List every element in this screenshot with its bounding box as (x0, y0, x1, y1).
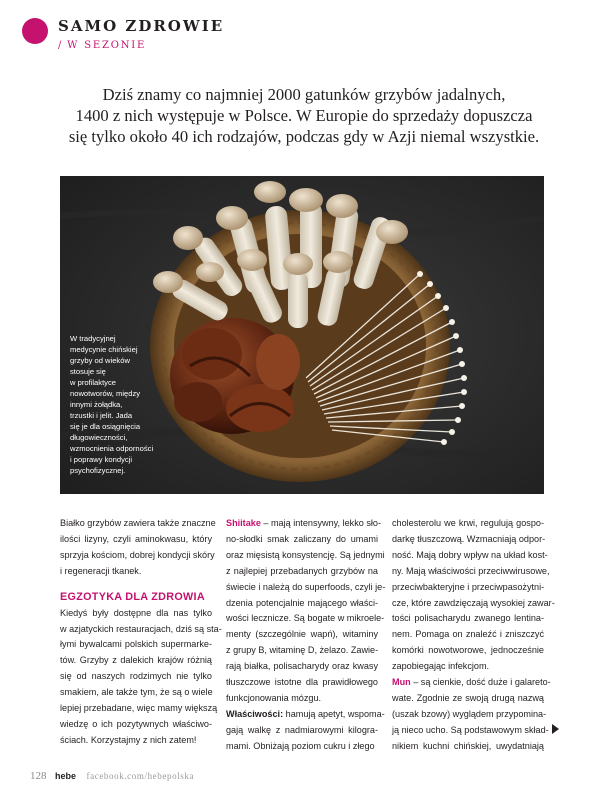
body-text: – są cienkie, dość duże i galareto- (410, 677, 551, 688)
body-line: ilości lizyny, czyli aminokwasu, który (60, 533, 212, 544)
caption-line: W tradycyjnej (70, 334, 116, 343)
body-line: ją nieco ucho. Są podstawowym skład- (392, 724, 549, 735)
article-column-2 (226, 516, 386, 755)
subtitle-slash: / (58, 40, 64, 51)
body-text: – mają intensywny, lekko sło- (260, 518, 381, 528)
caption-line: grzyby od wieków (70, 356, 130, 365)
section-title: SAMO ZDROWIE (58, 17, 225, 35)
body-line: zapobiegając infekcjom. (392, 661, 490, 672)
page-footer (30, 770, 194, 784)
body-line: i regeneracji tkanek. (60, 565, 142, 576)
section-marker-dot (22, 18, 48, 44)
facebook-url: facebook.com/hebepolska (86, 771, 195, 781)
caption-line: stosuje się (70, 367, 106, 376)
body-line: świecie i należą do superfoods, czyli je- (226, 581, 386, 592)
body-line: nikiem kuchni chińskiej, uwydatniają (392, 740, 544, 751)
body-line: tów. Grzyby z dalekich krajów różnią (60, 655, 212, 666)
body-line: łymi bywalcami polskich supermarke- (60, 639, 212, 650)
caption-line: się je dla osiągnięcia (70, 422, 141, 431)
body-line: wości lecznicze. Są bogate w mikroele- (226, 613, 385, 624)
body-line: przeciwbakteryjne i przeciwpasożytni- (392, 581, 545, 592)
body-line: menty (szczególnie wapń), witaminy (226, 629, 378, 640)
caption-line: długowieczności, (70, 433, 128, 442)
section-subtitle: W SEZONIE (67, 40, 147, 51)
body-line: gają walkę z nadmiarowymi kilogra- (226, 724, 378, 735)
caption-line: innymi żołądka, (70, 400, 123, 409)
body-line: no-słodki smak zaliczany do umami (226, 533, 378, 544)
body-line: tłuszczowe istotne dla prawidłowego (226, 677, 378, 688)
body-line: ściach. Korzystajmy z nich zatem! (60, 734, 197, 745)
body-line: mami. Obniżają poziom cukru i złego (226, 740, 375, 751)
caption-line: wzmocnienia odporności (70, 444, 154, 453)
body-line: nem. Pomaga on znaleźć i zniszczyć (392, 629, 544, 640)
body-line: (uszak bzowy) wyglądem przypomina- (392, 708, 547, 719)
body-line: tości polisacharydu zwanego lentina- (392, 613, 544, 624)
term-shiitake: Shiitake (226, 518, 261, 528)
term-wlasciwosci: Właściwości: (226, 708, 284, 719)
lead-line: 1400 z nich występuje w Polsce. W Europie do sprzedaży dopuszcza (75, 106, 533, 125)
body-line (392, 675, 551, 691)
body-line: wate. Zgodnie ze swoją drugą nazwą (392, 692, 544, 703)
brand-logo: hebe (55, 771, 77, 781)
subsection-heading: EGZOTYKA DLA ZDROWIA (60, 590, 205, 603)
body-line: wiedzę o ich pozytywnych właściwo- (60, 718, 212, 729)
caption-line: w profilaktyce (70, 378, 117, 387)
body-line: oraz mięsistą konsystencję. Są jednymi (226, 549, 385, 560)
term-mun: Mun (392, 677, 411, 688)
body-line: cze, które zawdzięczają wysokiej zawar- (392, 597, 555, 608)
caption-line: nowotworów, między (70, 389, 141, 398)
section-subtitle-line (58, 40, 146, 51)
body-line (226, 707, 385, 723)
body-line: rają białka, polisacharydy oraz kwasy (226, 661, 378, 672)
article-column-1 (60, 516, 222, 749)
body-text: hamują apetyt, wspoma- (283, 708, 385, 719)
page-number: 128 (30, 770, 47, 782)
body-line: Białko grzybów zawiera także znaczne (60, 518, 216, 528)
photo-caption (70, 333, 166, 476)
body-line: cholesterolu we krwi, regulują gospo- (392, 518, 544, 528)
body-line: z grupy B, witaminę D, żelazo. Zawie- (226, 645, 379, 656)
caption-line: psychofizycznej. (70, 466, 126, 475)
body-line: dzenia potencjalnie mającego właści- (226, 597, 378, 608)
body-line: się od naszych rodzimych nie tylko (60, 671, 212, 682)
lead-line: Dziś znamy co najmniej 2000 gatunków grzybów jadalnych, (102, 85, 506, 104)
body-line: lepiej przebadane, więc mamy większą (60, 703, 218, 714)
body-line: komórki nowotworowe, jednocześnie (392, 645, 544, 656)
body-line: sprzyja kościom, dobrej kondycji skóry (60, 549, 215, 560)
article-column-3 (392, 516, 555, 755)
body-line: w azjatyckich restauracjach, dziś są sta- (60, 623, 222, 634)
body-line: ność. Mają dobry wpływ na układ kost- (392, 549, 548, 560)
body-line: z najlepiej przebadanych grzybów na (226, 565, 378, 576)
lead-paragraph (30, 84, 578, 147)
caption-line: trzustki i jelit. Jada (70, 411, 133, 420)
body-line: smakiem, ale także tym, że są o wiele (60, 687, 213, 698)
body-line: darkę tłuszczową. Wzmacniają odpor- (392, 533, 546, 544)
body-line: Kiedyś były dostępne dla nas tylko (60, 607, 212, 618)
body-line (226, 516, 381, 532)
caption-line: i poprawy kondycji (70, 455, 133, 464)
body-line: funkcjonowania mózgu. (226, 692, 322, 703)
caption-line: medycynie chińskiej (70, 345, 138, 354)
lead-line: się tylko około 40 ich rodzajów, podczas gdy w Azji niemal wszystkie. (68, 127, 540, 146)
continue-arrow-icon (552, 724, 559, 734)
body-line: ny. Mają właściwości przeciwwirusowe, (392, 565, 550, 576)
